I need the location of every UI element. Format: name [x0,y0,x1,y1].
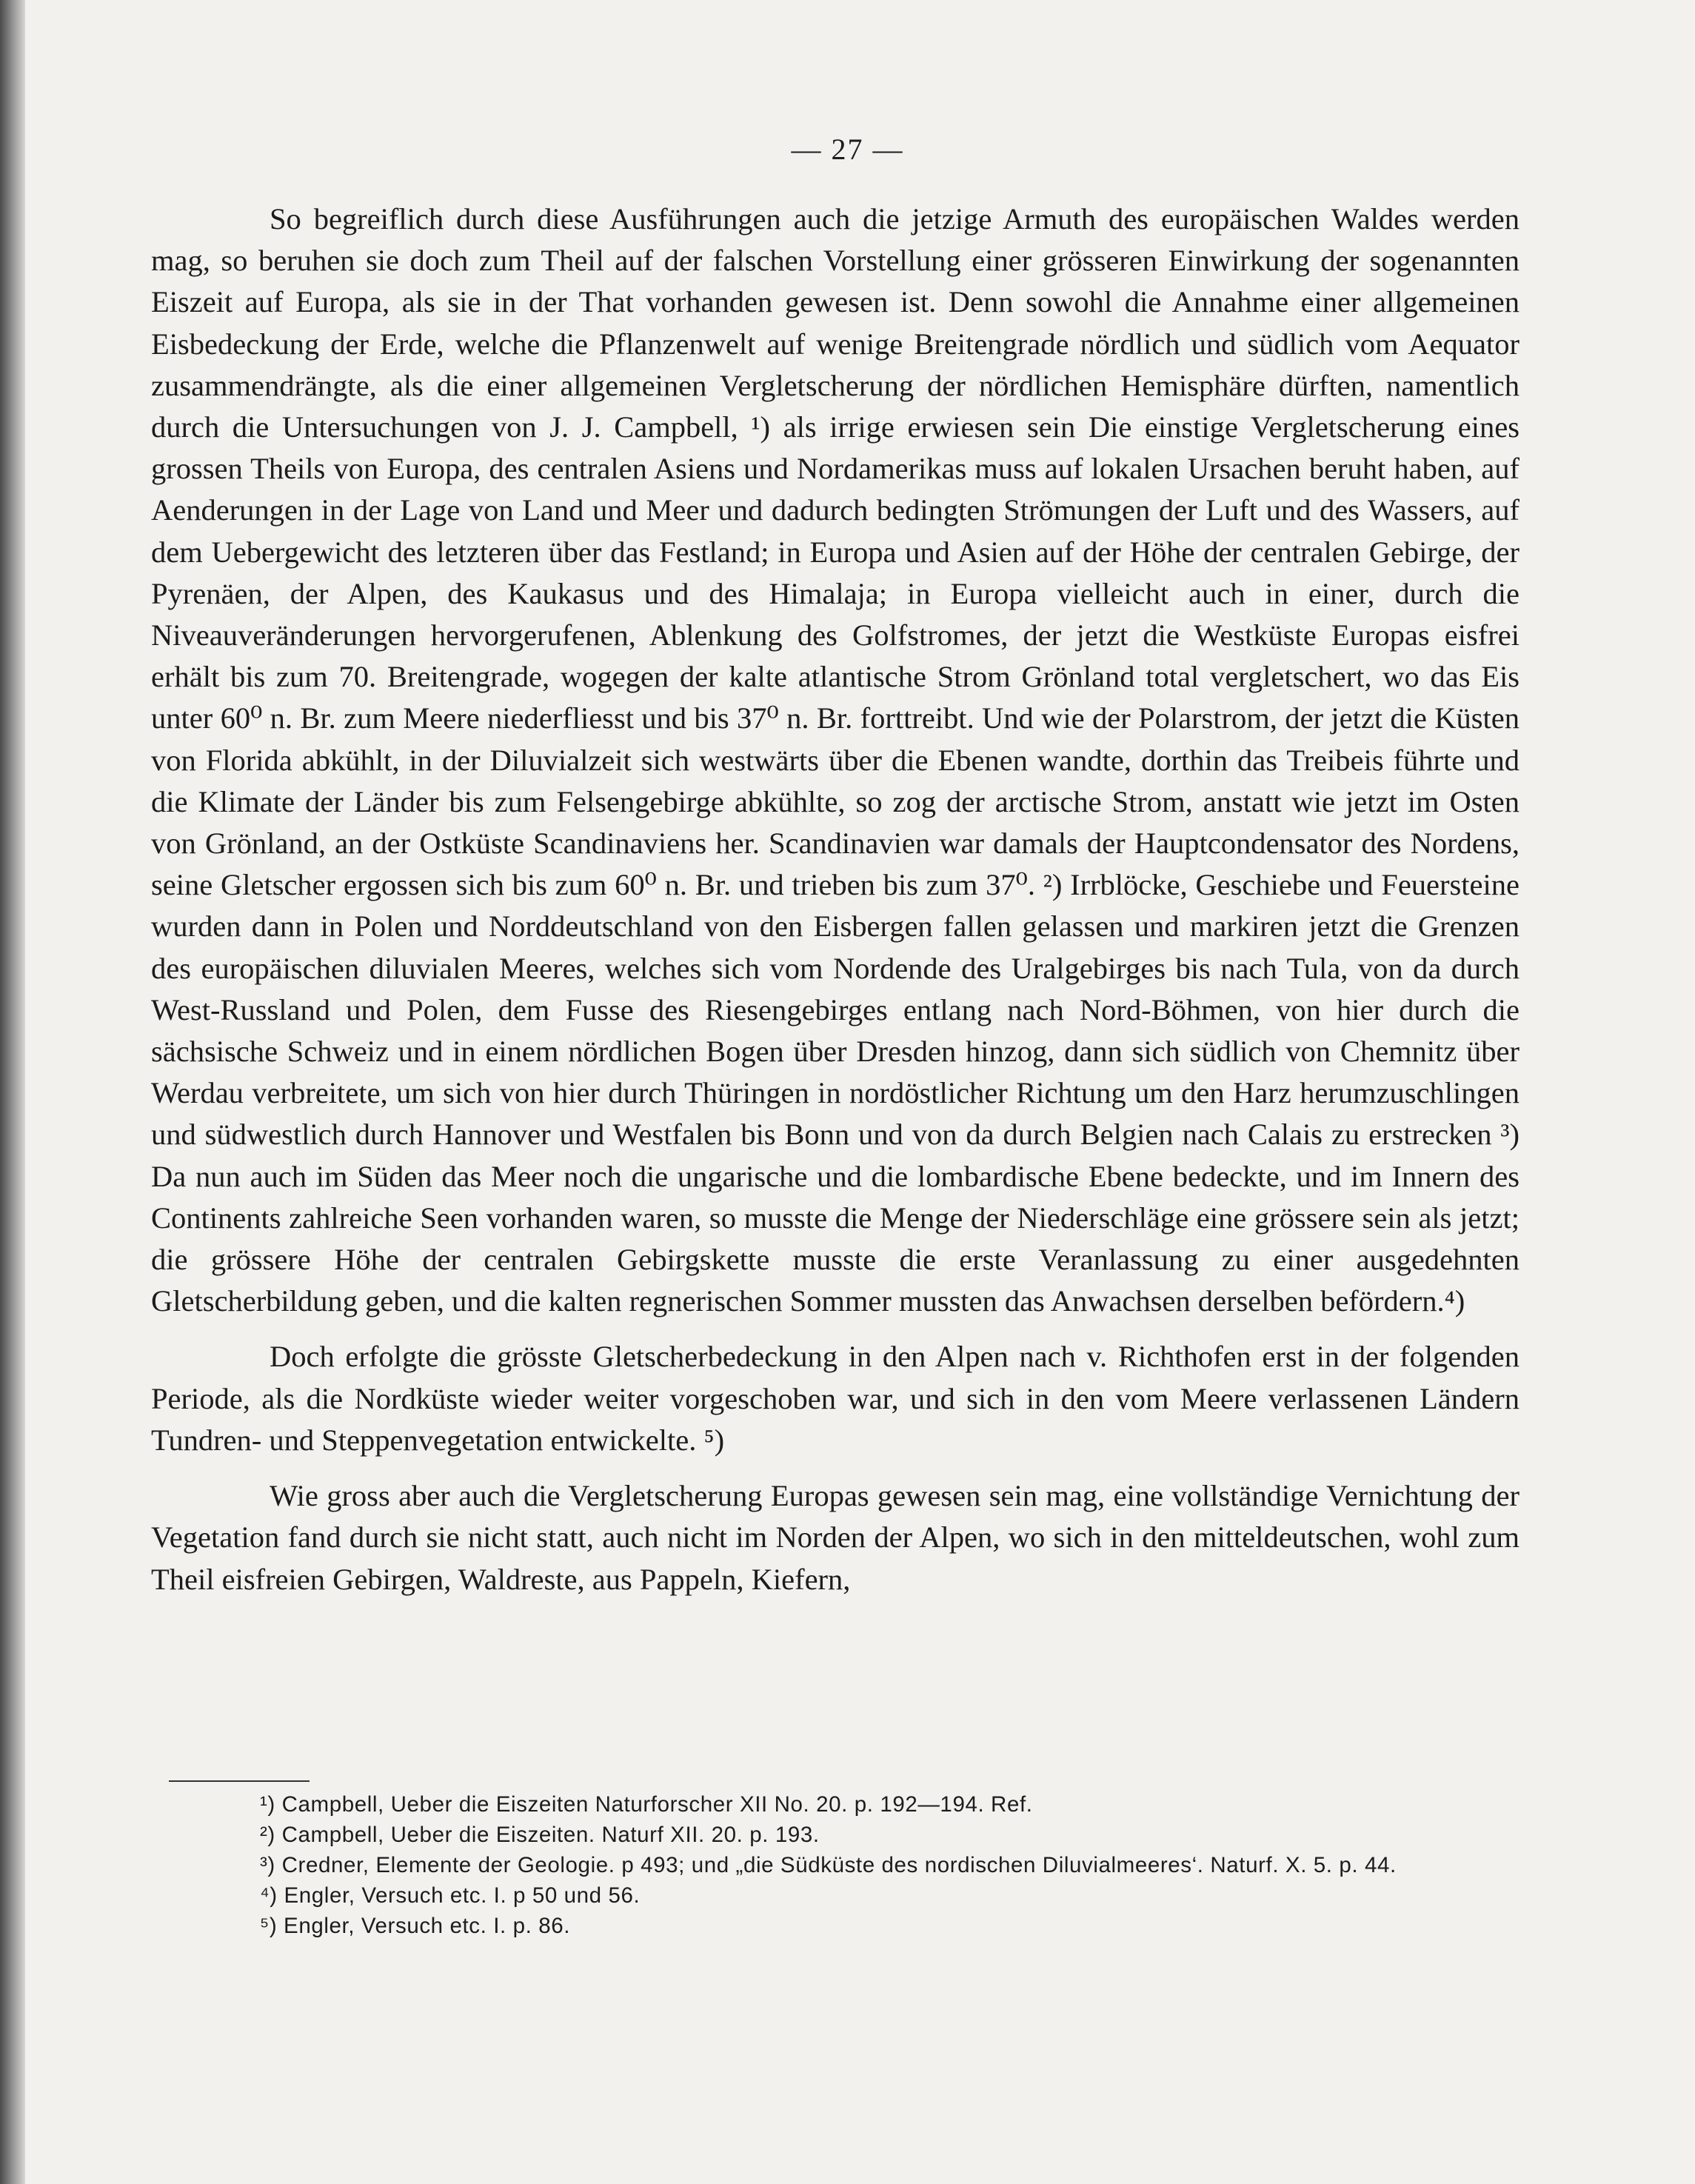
body-text [151,198,1520,1600]
scan-edge-shadow [0,0,25,2184]
footnote-1: ¹) Campbell, Ueber die Eiszeiten Naturforscher XII No. 20. p. 192—194. Ref. [260,1792,1033,1817]
paragraph-2: Doch erfolgte die grösste Gletscherbedeckung in den Alpen nach v. Richthofen erst in der folgenden Periode, als die Nordküste wieder weiter vorgeschoben war, und sich in den vom Meere verlassenen Ländern Tundren- und Steppenvegetation entwickelte. ⁵) [151,1340,1520,1457]
page-number: — 27 — [791,133,904,166]
footnote-3: ³) Credner, Elemente der Geologie. p 493; und „die Südküste des nordischen Diluvialmeeres‘. Naturf. X. 5. p. 44. [260,1853,1397,1877]
footnote-2: ²) Campbell, Ueber die Eiszeiten. Naturf XII. 20. p. 193. [260,1823,820,1847]
footnote-divider [169,1780,310,1782]
paragraph-1: So begreiflich durch diese Ausführungen auch die jetzige Armuth des europäischen Waldes werden mag, so beruhen sie doch zum Theil auf der falschen Vorstellung einer grösseren Einwirkung der sogenannten Eiszeit auf Europa, als sie in der That vorhanden gewesen ist. Denn sowohl die Annahme einer allgemeinen Eisbedeckung der Erde, welche die Pflanzenwelt auf wenige Breitengrade nördlich und südlich vom Aequator zusammendrängte, als die einer allgemeinen Vergletscherung der nördlichen Hemisphäre dürften, namentlich durch die Untersuchungen von J. J. Campbell, ¹) als irrige erwiesen sein Die einstige Vergletscherung eines grossen Theils von Europa, des centralen Asiens und Nordamerikas muss auf lokalen Ursachen beruht haben, auf Aenderungen in der Lage von Land und Meer und dadurch bedingten Strömungen der Luft und des Wassers, auf dem Uebergewicht des letzteren über das Festland; in Europa und Asien auf der Höhe der centralen Gebirge, der Pyrenäen, der Alpen, des Kaukasus und des Himalaja; in Europa vielleicht auch in einer, durch die Niveauveränderungen hervorgerufenen, Ablenkung des Golfstromes, der jetzt die Westküste Europas eisfrei erhält bis zum 70. Breitengrade, wogegen der kalte atlantische Strom Grönland total vergletschert, wo das Eis unter 60⁰ n. Br. zum Meere niederfliesst und bis 37⁰ n. Br. forttreibt. Und wie der Polarstrom, der jetzt die Küsten von Florida abkühlt, in der Diluvialzeit sich westwärts über die Ebenen wandte, dorthin das Treibeis führte und die Klimate der Länder bis zum Felsengebirge abkühlte, so zog der arctische Strom, anstatt wie jetzt im Osten von Grönland, an der Ostküste Scandinaviens her. Scandinavien war damals der Hauptcondensator des Nordens, seine Gletscher ergossen sich bis zum 60⁰ n. Br. und trieben bis zum 37⁰. ²) Irrblöcke, Geschiebe und Feuersteine wurden dann in Polen und Norddeutschland von den Eisbergen fallen gelassen und markiren jetzt die Grenzen des europäischen diluvialen Meeres, welches sich vom Nordende des Uralgebirges bis nach Tula, von da durch West-Russland und Polen, dem Fusse des Riesengebirges entlang nach Nord-Böhmen, von hier durch die sächsische Schweiz und in einem nördlichen Bogen über Dresden hinzog, dann sich südlich von Chemnitz über Werdau verbreitete, um sich von hier durch Thüringen in nordöstlicher Richtung um den Harz herumzuschlingen und südwestlich durch Hannover und Westfalen bis Bonn und von da durch Belgien nach Calais zu erstrecken ³) Da nun auch im Süden das Meer noch die ungarische und die lombardische Ebene bedeckte, und im Innern des Continents zahlreiche Seen vorhanden waren, so musste die Menge der Niederschläge eine grössere sein als jetzt; die grössere Höhe der centralen Gebirgskette musste die erste Veranlassung zu einer ausgedehnten Gletscherbildung geben, und die kalten regnerischen Sommer mussten das Anwachsen derselben befördern.⁴) [151,202,1520,1318]
footnotes [151,1789,1520,1941]
footnote-5: ⁵) Engler, Versuch etc. I. p. 86. [260,1914,571,1938]
footnote-4: ⁴) Engler, Versuch etc. I. p 50 und 56. [260,1883,641,1908]
paragraph-3: Wie gross aber auch die Vergletscherung Europas gewesen sein mag, eine vollständige Vernichtung der Vegetation fand durch sie nicht statt, auch nicht im Norden der Alpen, wo sich in den mitteldeutschen, wohl zum Theil eisfreien Gebirgen, Waldreste, aus Pappeln, Kiefern, [151,1479,1520,1596]
